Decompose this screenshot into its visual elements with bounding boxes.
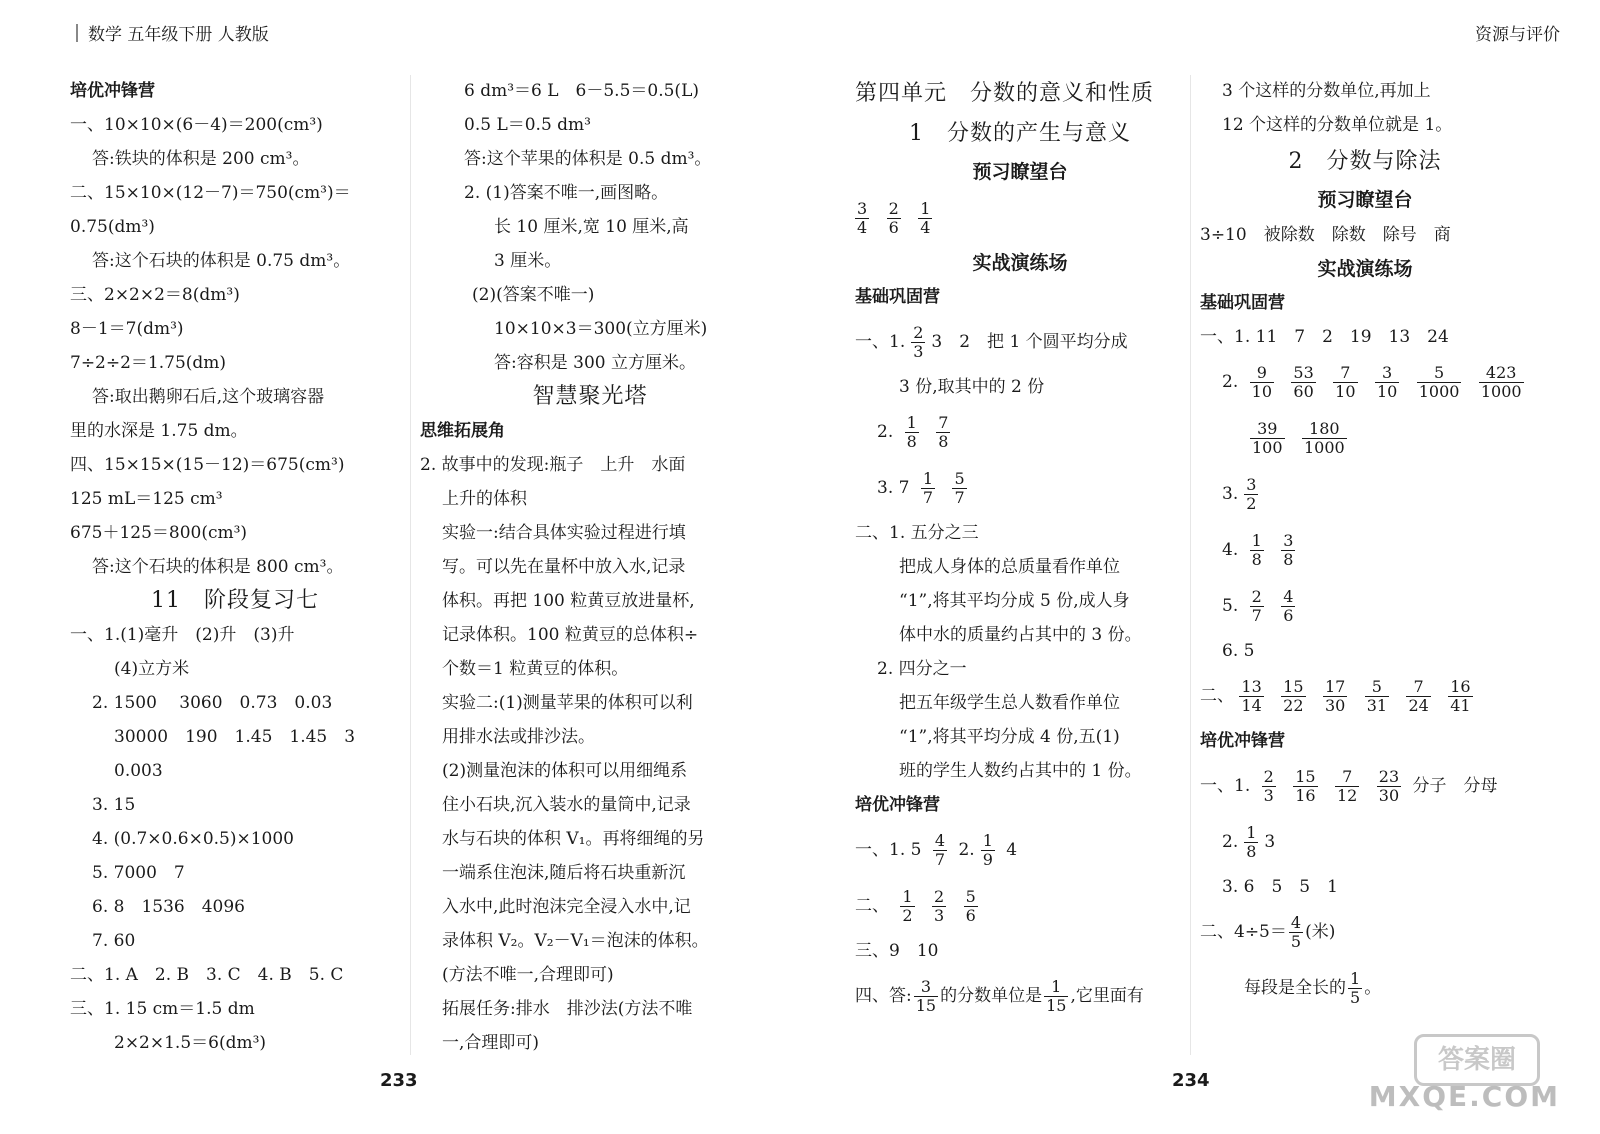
answer-line: 把成人身体的总质量看作单位: [899, 557, 1120, 577]
fraction: $\frac{23}{30}$: [1378, 767, 1400, 805]
page-number-right: 234: [1172, 1070, 1210, 1091]
fraction: $\frac{1}{2}$: [902, 887, 913, 925]
column-3: [855, 74, 1185, 1024]
answer-line: 三、2×2×2＝8(dm³): [70, 285, 240, 305]
fraction: $\frac{1}{9}$: [982, 831, 993, 869]
answer-line: 2. 故事中的发现:瓶子 上升 水面: [420, 455, 686, 475]
answer-line: 二、1. 五分之三: [855, 523, 979, 543]
answer-line: 2. (1)答案不唯一,画图略。: [464, 183, 669, 203]
fraction: $\frac{1}{15}$: [1046, 977, 1067, 1015]
fraction: $\frac{53}{60}$: [1293, 363, 1314, 401]
answer-line: 一、1. $\frac{2}{3}$ 3 2 把 1 个圆平均分成: [855, 323, 1128, 361]
answer-line: 实验一:结合具体实验过程进行填: [442, 523, 686, 543]
answer-line: 上升的体积: [442, 489, 527, 509]
fraction: $\frac{5}{1000}$: [1418, 363, 1460, 401]
answer-line: 三、1. 15 cm＝1.5 dm: [70, 999, 255, 1019]
fraction: $\frac{4}{6}$: [1283, 587, 1294, 625]
answer-line: 2. $\frac{1}{8}$ 3: [1222, 823, 1276, 861]
fraction: $\frac{5}{7}$: [954, 469, 965, 507]
answer-line: 答:这个石块的体积是 800 cm³。: [92, 557, 344, 577]
answer-line: 3 份,取其中的 2 份: [899, 377, 1045, 397]
unit-title: 第四单元 分数的意义和性质: [855, 81, 1155, 106]
answer-line: 7÷2÷2＝1.75(dm): [70, 353, 227, 373]
fraction: $\frac{5}{6}$: [965, 887, 976, 925]
fraction: $\frac{16}{41}$: [1450, 677, 1471, 715]
answer-line: 四、15×15×(15－12)＝675(cm³): [70, 455, 345, 475]
fraction: $\frac{5}{31}$: [1366, 677, 1388, 715]
fraction: $\frac{1}{7}$: [922, 469, 934, 507]
answer-line: 一、10×10×(6－4)＝200(cm³): [70, 115, 323, 135]
answer-line: 答:这个石块的体积是 0.75 dm³。: [92, 251, 351, 271]
fraction: $\frac{4}{5}$: [1290, 913, 1302, 951]
fraction: $\frac{2}{7}$: [1251, 587, 1262, 625]
column-2: [420, 74, 760, 1060]
fraction-row: [855, 190, 1185, 246]
header-bar: [76, 24, 78, 42]
answer-line: 拓展任务:排水 排沙法(方法不唯: [442, 999, 693, 1019]
answer-line: 二、 $\frac{13}{14}$ $\frac{15}{22}$ $\frac{17}{30}$ $\frac{5}{31}$ $\frac{7}{24}$ $\frac{16}{41}$: [1200, 677, 1471, 715]
fraction: $\frac{2}{3}$: [913, 323, 924, 361]
answer-line: 录体积 V₂。V₂－V₁＝泡沫的体积。: [442, 931, 709, 951]
fraction: $\frac{15}{16}$: [1295, 767, 1316, 805]
answer-line: 二、15×10×(12－7)＝750(cm³)＝: [70, 183, 351, 203]
answer-line: 3÷10 被除数 除数 除号 商: [1200, 225, 1451, 245]
answer-line: 675＋125＝800(cm³): [70, 523, 248, 543]
answer-line: 答:这个苹果的体积是 0.5 dm³。: [464, 149, 712, 169]
answer-line: 用排水法或排沙法。: [442, 727, 595, 747]
fraction: $\frac{2}{3}$: [1263, 767, 1274, 805]
answer-line: 30000 190 1.45 1.45 3: [114, 727, 356, 747]
answer-line: 2. 四分之一: [877, 659, 967, 679]
fraction: $\frac{1}{8}$: [906, 413, 917, 451]
fraction: $\frac{9}{10}$: [1251, 363, 1272, 401]
section-title: 11 阶段复习七: [151, 588, 319, 613]
answer-line: 2. $\frac{9}{10}$ $\frac{53}{60}$ $\frac{7}{10}$ $\frac{3}{10}$ $\frac{5}{1000}$ $\frac{423}{1000}$: [1222, 363, 1522, 401]
answer-line: 班的学生人数约占其中的 1 份。: [899, 761, 1142, 781]
answer-line: 4. $\frac{1}{8}$ $\frac{3}{8}$: [1222, 531, 1294, 569]
fraction: $\frac{17}{30}$: [1324, 677, 1346, 715]
answer-line: 3 厘米。: [494, 251, 562, 271]
answer-line: [1200, 410, 1530, 466]
header-left: [88, 20, 269, 45]
answer-line: 一、1. 11 7 2 19 13 24: [1200, 327, 1449, 347]
answer-line: 四、答: $\frac{3}{15}$ 的分数单位是 $\frac{1}{15}$ ,它里面有: [855, 977, 1144, 1015]
answer-line: 2×2×1.5＝6(dm³): [114, 1033, 267, 1053]
answer-line: 3. $\frac{3}{2}$: [1222, 475, 1257, 513]
answer-line: 长 10 厘米,宽 10 厘米,高: [494, 217, 689, 237]
answer-line: 二、1. A 2. B 3. C 4. B 5. C: [70, 965, 344, 985]
answer-line: (2)测量泡沫的体积可以用细绳系: [442, 761, 688, 781]
column-1: [70, 74, 400, 1060]
fraction: $\frac{15}{22}$: [1283, 677, 1304, 715]
answer-line: 5. $\frac{2}{7}$ $\frac{4}{6}$: [1222, 587, 1294, 625]
answer-line: 答:容积是 300 立方厘米。: [494, 353, 696, 373]
answer-line: 125 mL＝125 cm³: [70, 489, 223, 509]
section-heading: 培优冲锋营: [70, 81, 155, 101]
section-heading: 预习瞭望台: [1317, 189, 1413, 211]
answer-line: (4)立方米: [114, 659, 190, 679]
answer-line: 0.003: [114, 761, 163, 781]
answer-line: 实验二:(1)测量苹果的体积可以利: [442, 693, 693, 713]
answer-line: 入水中,此时泡沫完全浸入水中,记: [442, 897, 691, 917]
answer-line: 3 个这样的分数单位,再加上: [1222, 81, 1431, 101]
section-heading: 预习瞭望台: [972, 161, 1068, 183]
answer-line: 4. (0.7×0.6×0.5)×1000: [92, 829, 294, 849]
fraction: $\frac{3}{8}$: [1283, 531, 1294, 569]
lesson-title: 1 分数的产生与意义: [909, 121, 1131, 146]
answer-line: 3. 6 5 5 1: [1222, 877, 1338, 897]
fraction: $\frac{3}{2}$: [1246, 475, 1257, 513]
section-heading: 实战演练场: [972, 252, 1068, 274]
section-heading: 培优冲锋营: [855, 795, 940, 815]
answer-line: 住小石块,沉入装水的量筒中,记录: [442, 795, 691, 815]
section-heading: 思维拓展角: [420, 421, 505, 441]
answer-line: 二、 $\frac{1}{2}$ $\frac{2}{3}$ $\frac{5}{6}$: [855, 887, 976, 925]
answer-line: 一、1.(1)毫升 (2)升 (3)升: [70, 625, 295, 645]
answer-line: 把五年级学生总人数看作单位: [899, 693, 1120, 713]
answer-line: 个数＝1 粒黄豆的体积。: [442, 659, 629, 679]
answer-line: 每段是全长的 $\frac{1}{5}$ 。: [1244, 969, 1382, 1007]
page-number-left: 233: [380, 1070, 418, 1091]
answer-line: 体积。再把 100 粒黄豆放进量杯,: [442, 591, 695, 611]
answer-line: 一,合理即可): [442, 1033, 540, 1053]
answer-line: 记录体积。100 粒黄豆的总体积÷: [442, 625, 699, 645]
fraction: $\frac{3}{15}$: [915, 977, 937, 1015]
answer-line: “1”,将其平均分成 4 份,五(1): [899, 727, 1120, 747]
answer-line: 10×10×3＝300(立方厘米): [494, 319, 708, 339]
fraction: $\frac{13}{14}$: [1241, 677, 1262, 715]
answer-line: 三、9 10: [855, 941, 939, 961]
column-divider: [410, 75, 411, 1055]
answer-line: 写。可以先在量杯中放入水,记录: [442, 557, 686, 577]
answer-line: 7. 60: [92, 931, 136, 951]
answer-line: 一、1. $\frac{2}{3}$ $\frac{15}{16}$ $\frac{7}{12}$ $\frac{23}{30}$ 分子 分母: [1200, 767, 1498, 805]
fraction: $\frac{2}{3}$: [934, 887, 945, 925]
answer-line: 0.5 L＝0.5 dm³: [464, 115, 591, 135]
fraction: $\frac{7}{10}$: [1335, 363, 1356, 401]
fraction: $\frac{2}{6}$: [888, 199, 899, 237]
column-4: [1200, 74, 1530, 1016]
answer-line: 12 个这样的分数单位就是 1。: [1222, 115, 1453, 135]
answer-line: 0.75(dm³): [70, 217, 155, 237]
fraction: $\frac{1}{8}$: [1251, 531, 1262, 569]
fraction: $\frac{1}{4}$: [920, 199, 931, 237]
section-heading: 基础巩固营: [1200, 293, 1285, 313]
answer-line: (方法不唯一,合理即可): [442, 965, 614, 985]
fraction: $\frac{7}{12}$: [1337, 767, 1358, 805]
answer-line: 里的水深是 1.75 dm。: [70, 421, 248, 441]
fraction: $\frac{3}{10}$: [1376, 363, 1398, 401]
answer-line: 6 dm³＝6 L 6－5.5＝0.5(L): [464, 81, 699, 101]
fraction: $\frac{7}{8}$: [938, 413, 949, 451]
fraction: $\frac{7}{24}$: [1408, 677, 1429, 715]
fraction: $\frac{1}{8}$: [1246, 823, 1257, 861]
answer-line: 5. 7000 7: [92, 863, 185, 883]
fraction: $\frac{3}{4}$: [857, 199, 868, 237]
answer-line: 答:铁块的体积是 200 cm³。: [92, 149, 310, 169]
lesson-title: 2 分数与除法: [1288, 149, 1442, 174]
section-heading: 基础巩固营: [855, 287, 940, 307]
answer-line: 3. 7 $\frac{1}{7}$ $\frac{5}{7}$: [877, 469, 965, 507]
watermark-text: MXQE.COM: [1368, 1080, 1560, 1113]
fraction: $\frac{180}{1000}$: [1303, 419, 1345, 457]
answer-line: 3. 15: [92, 795, 136, 815]
answer-line: 2. $\frac{1}{8}$ $\frac{7}{8}$: [877, 413, 949, 451]
answer-line: 6. 8 1536 4096: [92, 897, 245, 917]
answer-line: 体中水的质量约占其中的 3 份。: [899, 625, 1142, 645]
section-heading: 实战演练场: [1317, 258, 1413, 280]
fraction: $\frac{39}{100}$: [1252, 419, 1283, 457]
answer-line: 一、1. 5 $\frac{4}{7}$ 2. $\frac{1}{9}$ 4: [855, 831, 1018, 869]
answer-line: 答:取出鹅卵石后,这个玻璃容器: [92, 387, 325, 407]
answer-line: (2)(答案不唯一): [472, 285, 595, 305]
answer-line: 二、4÷5＝ $\frac{4}{5}$ (米): [1200, 913, 1336, 951]
section-title: 智慧聚光塔: [532, 384, 648, 409]
section-heading: 培优冲锋营: [1200, 731, 1285, 751]
header-right: 资源与评价: [1475, 25, 1560, 45]
column-divider: [1190, 75, 1191, 1055]
header-subject: 数学 五年级下册 人教版: [88, 25, 269, 45]
answer-line: 6. 5: [1222, 641, 1255, 661]
answer-line: 水与石块的体积 V₁。再将细绳的另: [442, 829, 705, 849]
watermark-logo: 答案圈: [1414, 1034, 1540, 1086]
answer-line: “1”,将其平均分成 5 份,成人身: [899, 591, 1130, 611]
answer-line: 一端系住泡沫,随后将石块重新沉: [442, 863, 686, 883]
fraction: $\frac{423}{1000}$: [1480, 363, 1522, 401]
answer-line: 8－1＝7(dm³): [70, 319, 184, 339]
fraction: $\frac{1}{5}$: [1350, 969, 1361, 1007]
answer-line: 2. 1500 3060 0.73 0.03: [92, 693, 333, 713]
fraction: $\frac{4}{7}$: [934, 831, 946, 869]
